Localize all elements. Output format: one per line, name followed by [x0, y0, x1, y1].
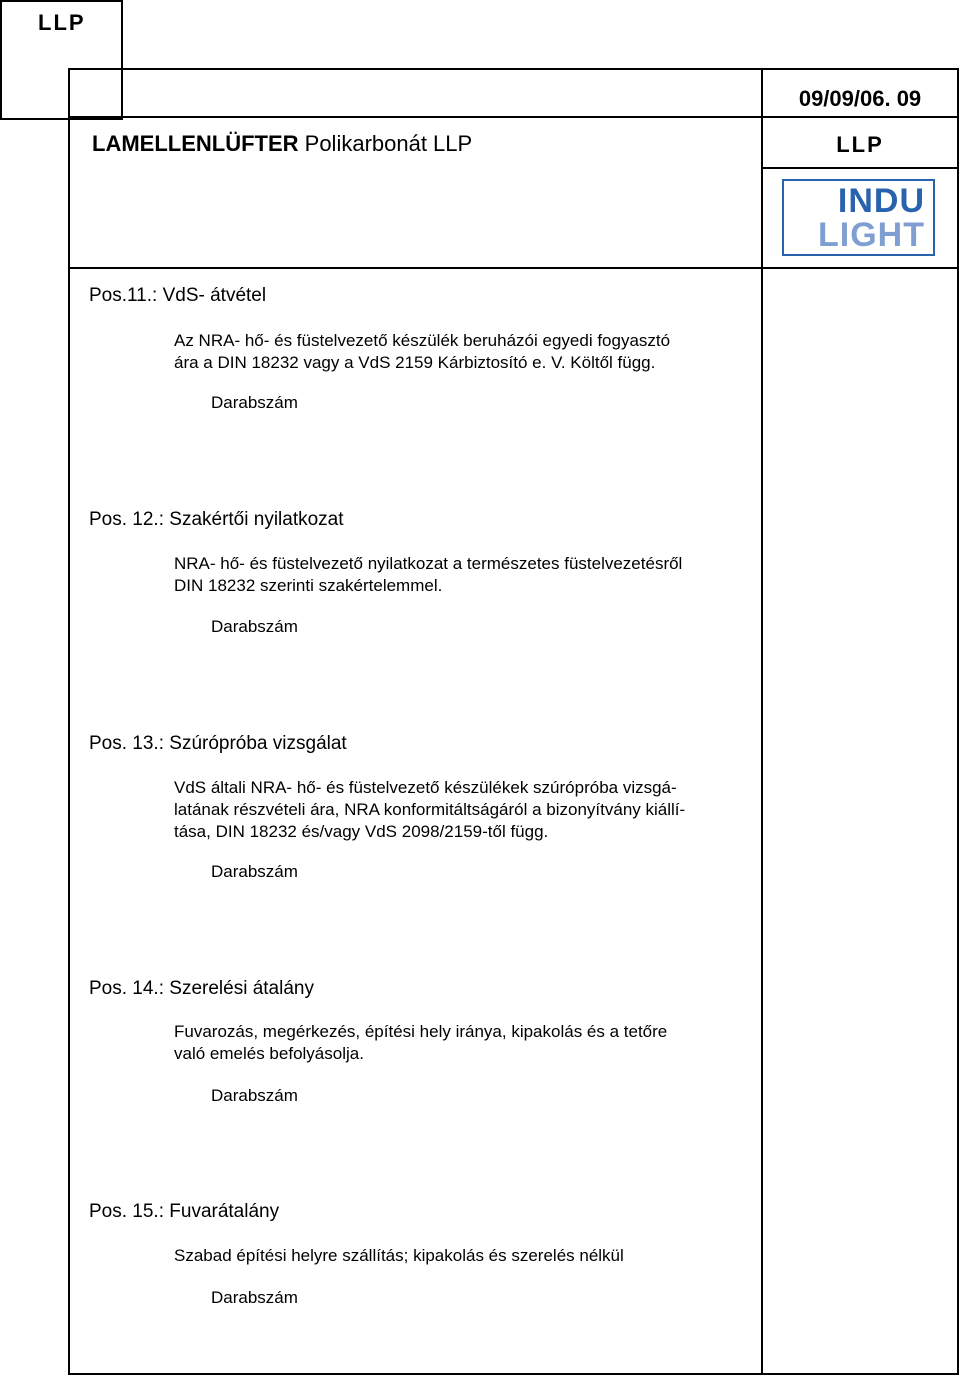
- quantity-label: Darabszám: [211, 1086, 298, 1105]
- title-product: LAMELLENLÜFTER: [92, 131, 299, 156]
- quantity-label: Darabszám: [211, 617, 298, 636]
- logo-line-1: INDU: [837, 182, 925, 220]
- quantity-label: Darabszám: [211, 1288, 298, 1307]
- description-line: DIN 18232 szerinti szakértelemmel.: [174, 576, 443, 595]
- description-line: NRA- hő- és füstelvezető nyilatkozat a természetes füstelvezetésről: [174, 554, 683, 573]
- position-heading: Pos.11.: VdS- átvétel: [89, 285, 267, 306]
- page-title: [92, 131, 472, 157]
- description-line: ára a DIN 18232 vagy a VdS 2159 Kárbiztosító e. V. Költől függ.: [174, 353, 656, 372]
- document-date: 09/09/06. 09: [798, 86, 922, 111]
- logo-line-2: LIGHT: [818, 216, 925, 254]
- quantity-label: Darabszám: [211, 862, 298, 881]
- title-rule: [68, 116, 763, 118]
- description-line: latának részvételi ára, NRA konformitáltságáról a bizonyítvány kiállí-: [174, 800, 686, 819]
- llp-label: LLP: [836, 132, 884, 157]
- corner-label: LLP: [38, 10, 86, 35]
- position-heading: Pos. 12.: Szakértői nyilatkozat: [89, 509, 344, 530]
- title-material: Polikarbonát LLP: [298, 131, 473, 156]
- position-description: [174, 1245, 746, 1267]
- position-description: [174, 1021, 746, 1065]
- description-line: Szabad építési helyre szállítás; kipakolás és szerelés nélkül: [174, 1246, 624, 1265]
- indulight-logo: [782, 179, 935, 256]
- page-frame: [68, 68, 959, 1375]
- description-line: VdS általi NRA- hő- és füstelvezető készülékek szúrópróba vizsgá-: [174, 778, 677, 797]
- date-rule: [761, 116, 959, 118]
- llp-rule: [761, 167, 959, 169]
- position-heading: Pos. 15.: Fuvarátalány: [89, 1201, 280, 1222]
- position-heading: Pos. 14.: Szerelési átalány: [89, 978, 314, 999]
- position-description: [174, 553, 746, 597]
- position-heading: Pos. 13.: Szúrópróba vizsgálat: [89, 733, 347, 754]
- right-column-divider: [761, 68, 763, 1375]
- quantity-label: Darabszám: [211, 393, 298, 412]
- description-line: Fuvarozás, megérkezés, építési hely iránya, kipakolás és a tetőre: [174, 1022, 668, 1041]
- description-line: tása, DIN 18232 és/vagy VdS 2098/2159-től függ.: [174, 822, 549, 841]
- description-line: Az NRA- hő- és füstelvezető készülék beruházói egyedi fogyasztó: [174, 331, 671, 350]
- position-description: [174, 777, 746, 843]
- header-rule: [68, 267, 959, 269]
- position-description: [174, 330, 746, 374]
- description-line: való emelés befolyásolja.: [174, 1044, 364, 1063]
